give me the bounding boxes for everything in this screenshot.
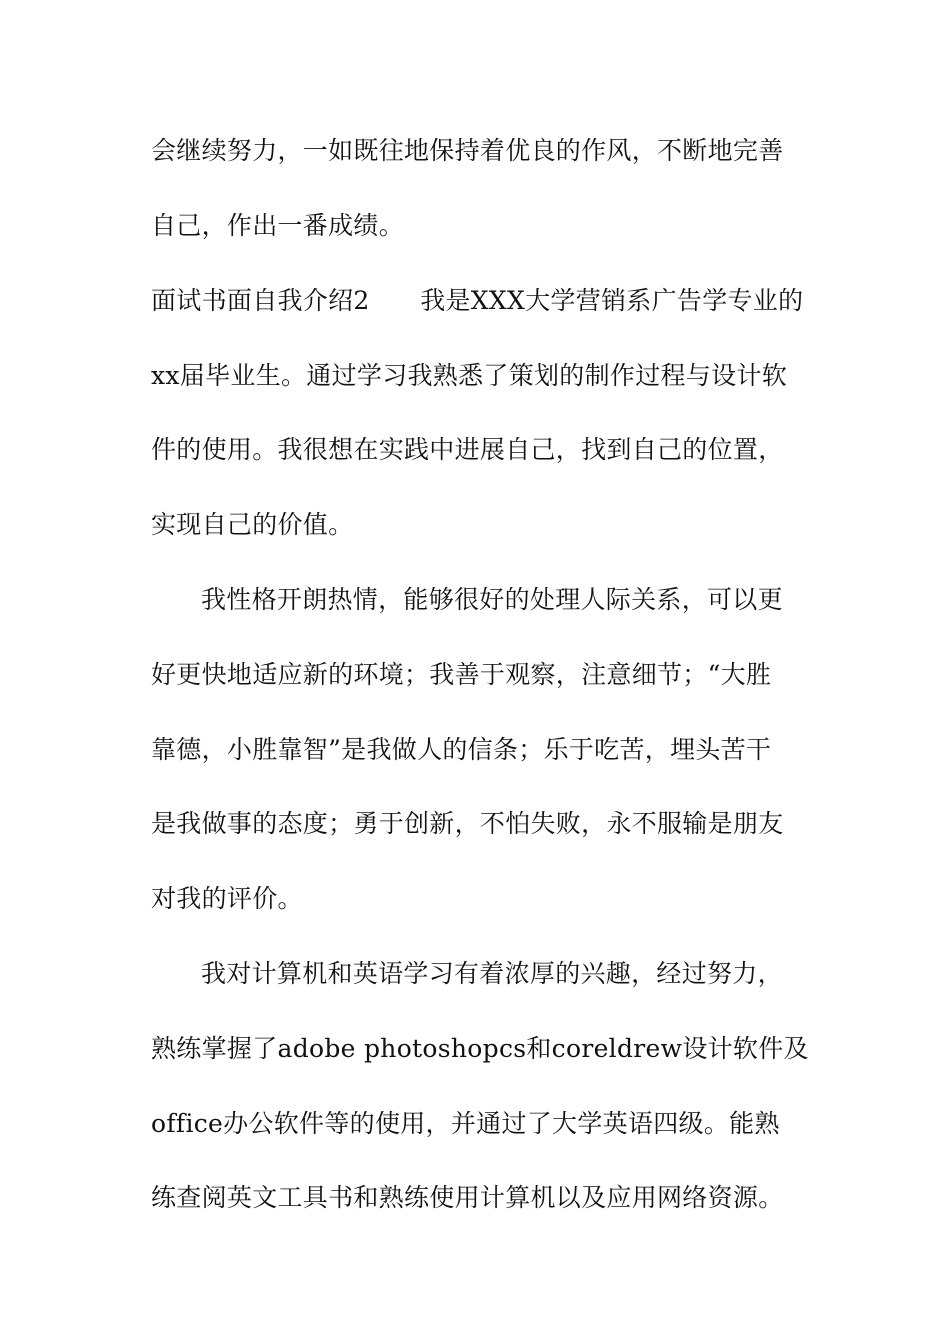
text-line: 实现自己的价值。	[151, 510, 354, 539]
text-line: 熟练掌握了adobe photoshopcs和coreldrew设计软件及	[151, 1034, 809, 1063]
text-line: 好更快地适应新的环境；我善于观察，注意细节；“大胜	[151, 660, 772, 689]
text-line: 件的使用。我很想在实践中进展自己，找到自己的位置，	[151, 435, 784, 464]
text-line: xx届毕业生。通过学习我熟悉了策划的制作过程与设计软	[151, 361, 788, 390]
text-line: 是我做事的态度；勇于创新，不怕失败，永不服输是朋友	[151, 809, 784, 838]
text-line: 对我的评价。	[151, 884, 303, 913]
section-heading-line: 面试书面自我介绍2 我是XXX大学营销系广告学专业的	[151, 286, 804, 315]
paragraph-first-line: 我性格开朗热情，能够很好的处理人际关系，可以更	[201, 585, 783, 614]
text-line: 靠德，小胜靠智”是我做人的信条；乐于吃苦，埋头苦干	[151, 735, 772, 764]
text-line: 自己，作出一番成绩。	[151, 211, 405, 240]
text-line: office办公软件等的使用，并通过了大学英语四级。能熟	[151, 1109, 780, 1138]
paragraph-first-line: 我对计算机和英语学习有着浓厚的兴趣，经过努力，	[201, 959, 783, 988]
text-line: 会继续努力，一如既往地保持着优良的作风，不断地完善	[151, 136, 784, 165]
text-line: 练查阅英文工具书和熟练使用计算机以及应用网络资源。	[151, 1183, 784, 1212]
